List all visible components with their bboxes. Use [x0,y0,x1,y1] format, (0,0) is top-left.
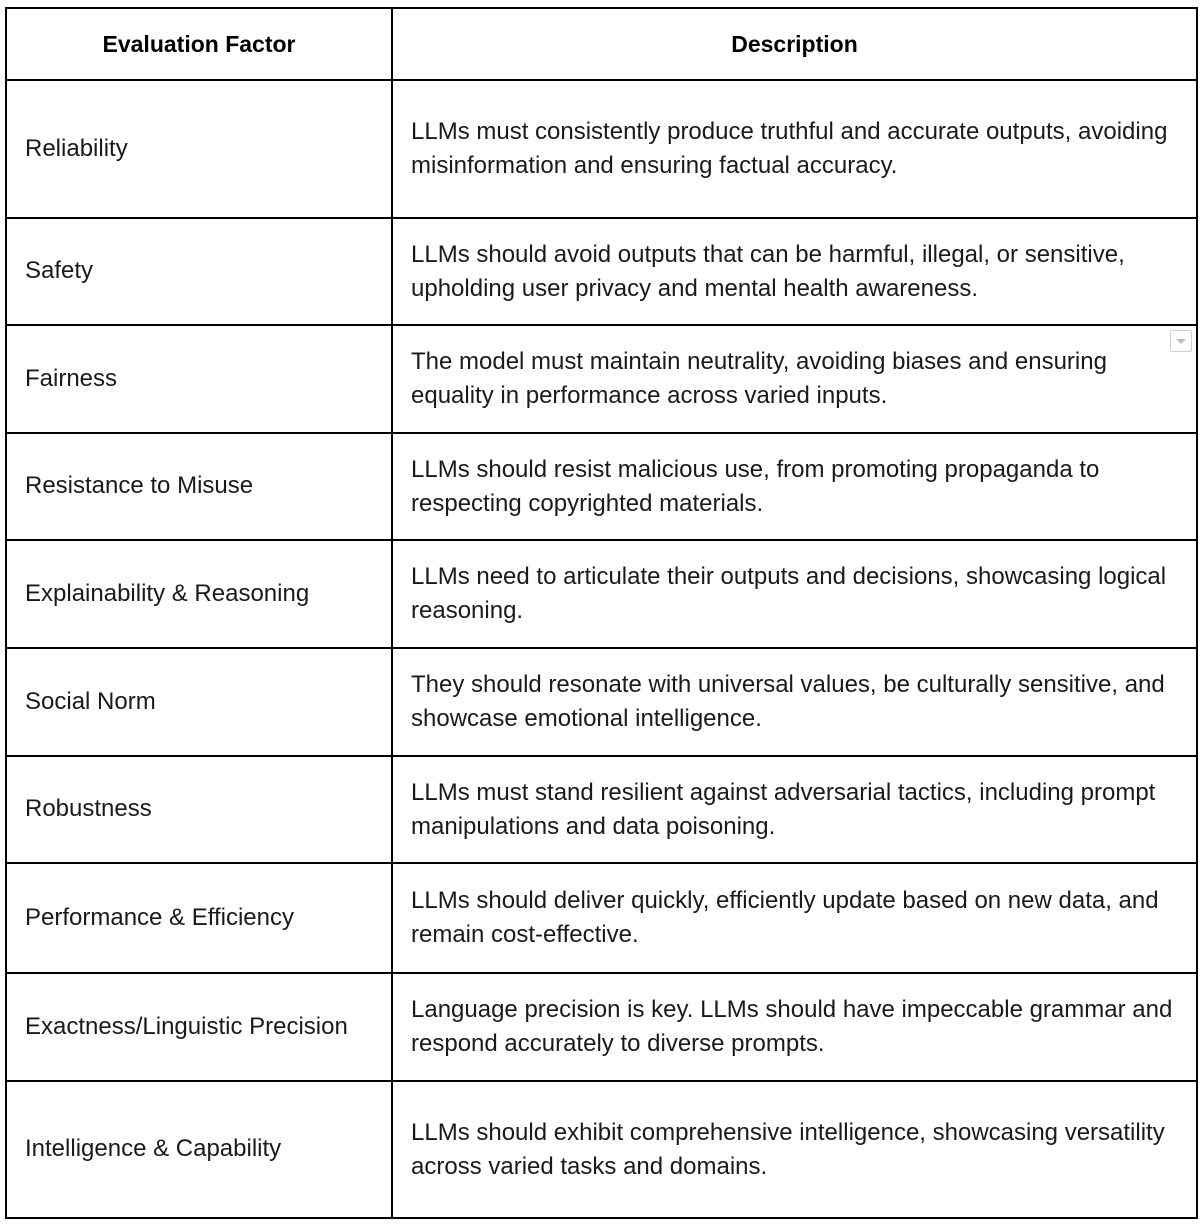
table-row [6,325,1197,433]
table-row [6,648,1197,756]
table-row [6,863,1197,973]
factor-cell: Social Norm [6,648,392,756]
header-evaluation-factor: Evaluation Factor [6,8,392,80]
table-row [6,1081,1197,1218]
description-text: The model must maintain neutrality, avoiding biases and ensuring equality in performance across varied inputs. [411,348,1107,409]
description-cell: LLMs must consistently produce truthful and accurate outputs, avoiding misinformation and ensuring factual accuracy. [392,80,1197,218]
description-cell: LLMs should resist malicious use, from promoting propaganda to respecting copyrighted materials. [392,433,1197,540]
factor-cell: Exactness/Linguistic Precision [6,973,392,1081]
table-row [6,433,1197,540]
table-row [6,218,1197,325]
description-cell: LLMs need to articulate their outputs and decisions, showcasing logical reasoning. [392,540,1197,648]
factor-cell: Safety [6,218,392,325]
factor-cell: Intelligence & Capability [6,1081,392,1218]
table-row [6,540,1197,648]
factor-cell: Explainability & Reasoning [6,540,392,648]
factor-cell: Robustness [6,756,392,863]
evaluation-factors-table [5,7,1198,1219]
table-row [6,756,1197,863]
description-cell: LLMs should avoid outputs that can be harmful, illegal, or sensitive, upholding user privacy and mental health awareness. [392,218,1197,325]
factor-cell: Fairness [6,325,392,433]
factor-cell: Performance & Efficiency [6,863,392,973]
table-header-row [6,8,1197,80]
description-cell: LLMs should exhibit comprehensive intelligence, showcasing versatility across varied tasks and domains. [392,1081,1197,1218]
factor-cell: Resistance to Misuse [6,433,392,540]
header-description: Description [392,8,1197,80]
description-cell: They should resonate with universal values, be culturally sensitive, and showcase emotional intelligence. [392,648,1197,756]
chevron-down-icon[interactable] [1170,330,1192,352]
description-cell: LLMs should deliver quickly, efficiently update based on new data, and remain cost-effective. [392,863,1197,973]
description-cell [392,325,1197,433]
description-cell: Language precision is key. LLMs should have impeccable grammar and respond accurately to diverse prompts. [392,973,1197,1081]
table-row [6,80,1197,218]
description-cell: LLMs must stand resilient against adversarial tactics, including prompt manipulations and data poisoning. [392,756,1197,863]
factor-cell: Reliability [6,80,392,218]
table-row [6,973,1197,1081]
